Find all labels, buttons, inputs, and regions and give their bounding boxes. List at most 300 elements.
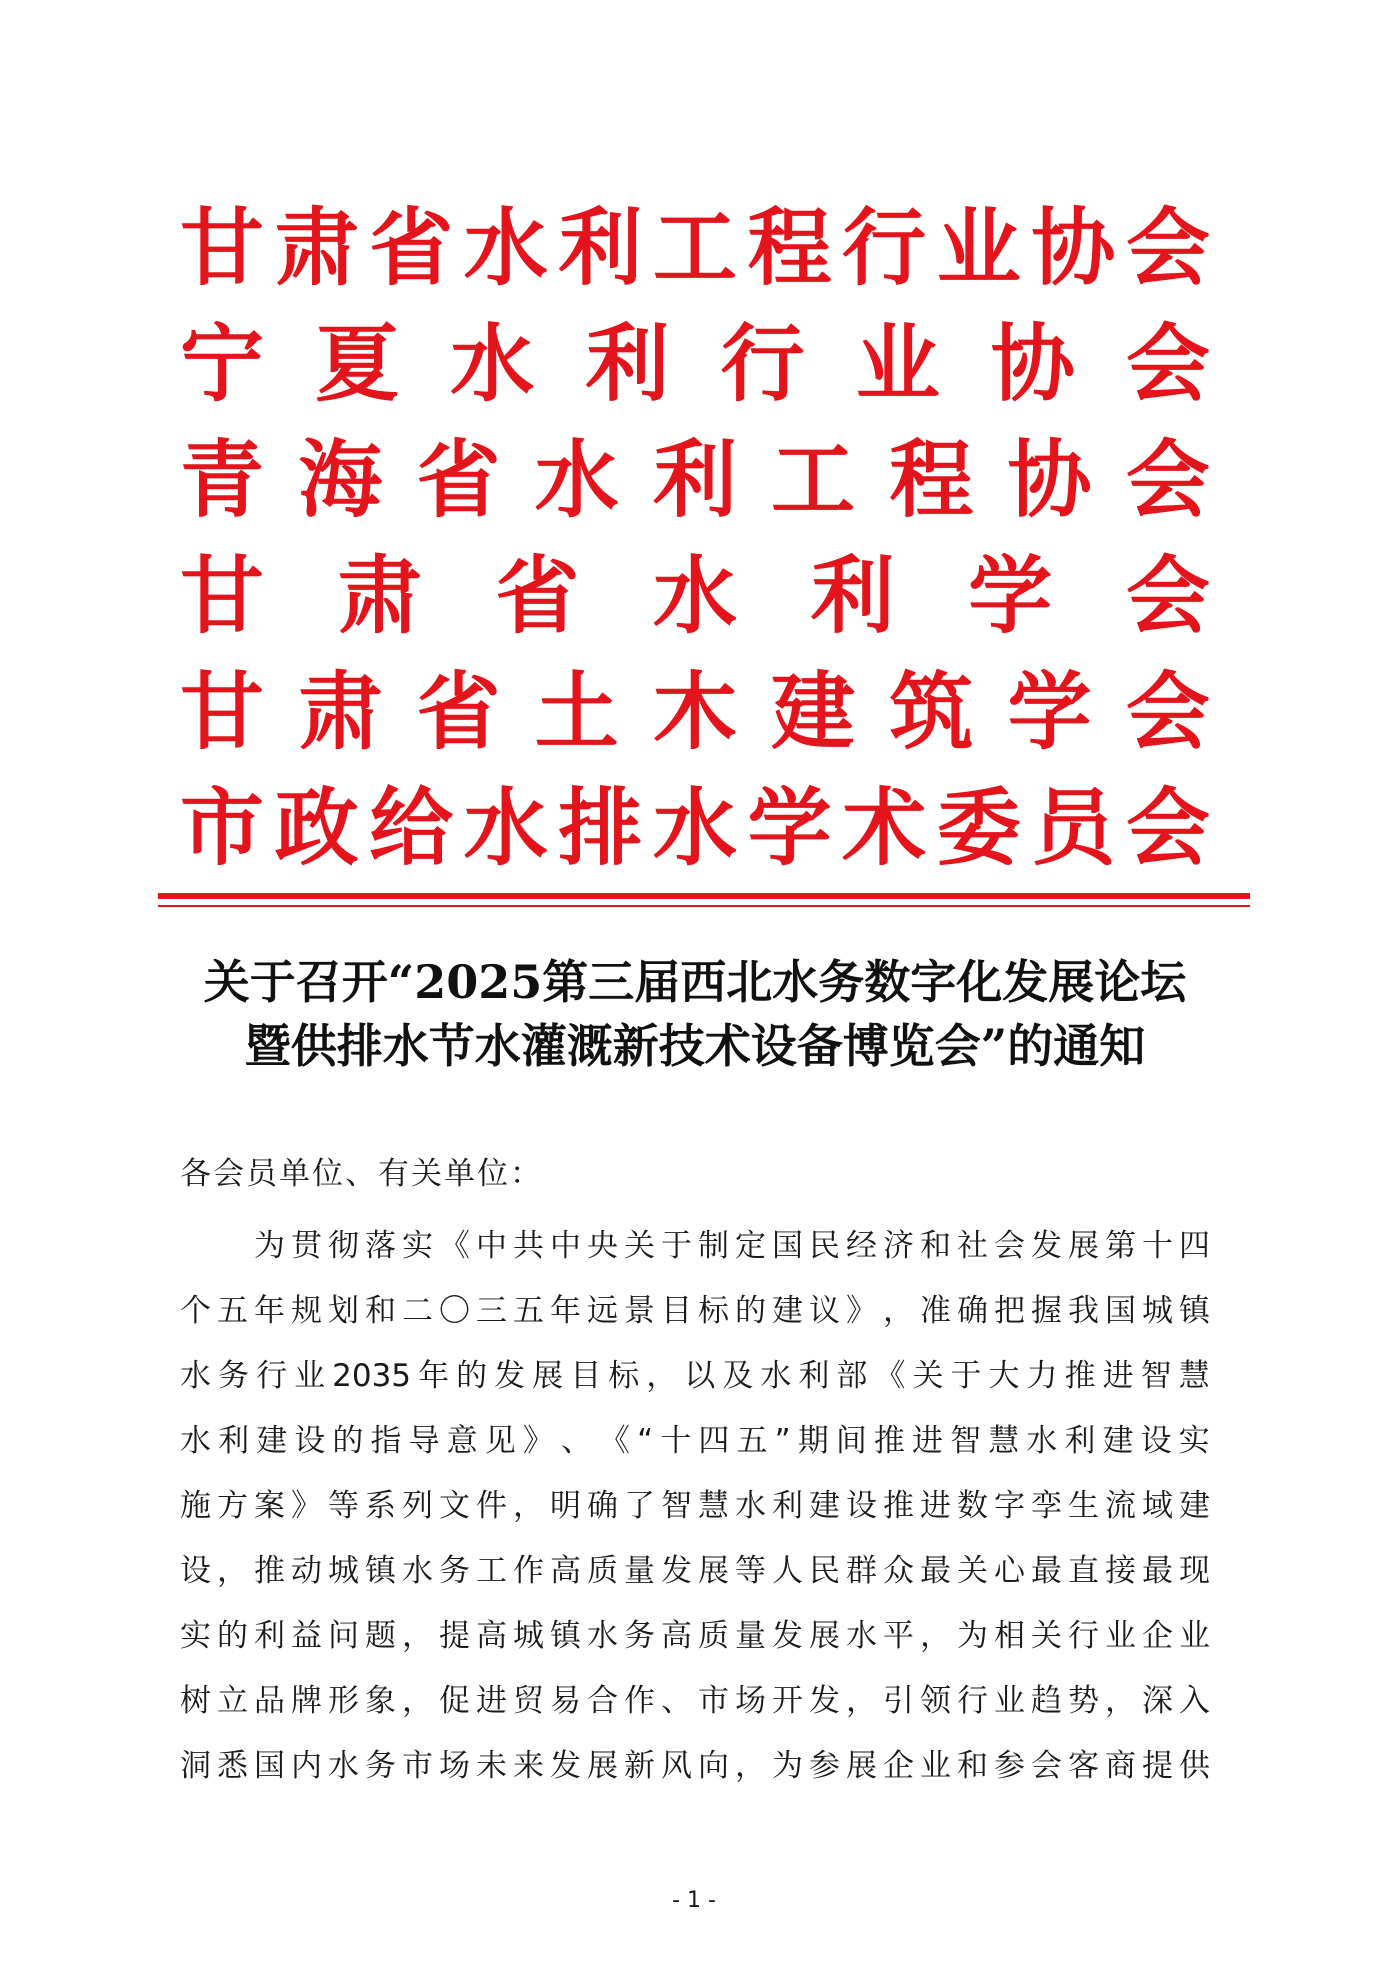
body-char: 动 [291,1553,322,1589]
body-char: ， [920,1618,951,1654]
body-char: 水 [328,1748,359,1784]
body-line [180,1279,1210,1344]
body-char: ， [735,1748,766,1784]
body-char: 势 [1068,1683,1099,1719]
letterhead-char: 省 [495,546,580,645]
body-char: 》 [522,1423,554,1459]
body-line [180,1539,1210,1604]
body-char: 方 [217,1488,248,1524]
body-char: 象 [365,1683,396,1719]
body-char: 水 [587,1618,618,1654]
letterhead-char: 筑 [889,662,974,761]
letterhead-char: 肃 [274,198,359,297]
body-char: 于 [950,1358,982,1394]
body-char: 益 [291,1618,322,1654]
body-char: 建 [1179,1488,1210,1524]
body-char: 树 [180,1683,211,1719]
body-char: 展 [809,1618,840,1654]
body-char: 会 [994,1228,1025,1264]
body-char: 发 [772,1618,803,1654]
body-char: 为 [772,1748,803,1784]
letterhead-char: 业 [855,314,940,413]
body-char: 水 [180,1423,211,1459]
body-char: 未 [476,1748,507,1784]
body-char: 水 [402,1553,433,1589]
body-char: 进 [1102,1358,1134,1394]
letterhead-char: 利 [558,198,643,297]
body-line [180,1474,1210,1539]
letterhead-char: 水 [652,778,737,877]
body-char: 国 [1105,1293,1136,1329]
body-char: 镇 [550,1618,581,1654]
notice-title [160,950,1230,1078]
body-char: 确 [587,1488,618,1524]
body-char: 推 [254,1553,285,1589]
body-char: 社 [957,1228,988,1264]
letterhead-org-line [180,306,1210,422]
body-char: 关 [624,1228,655,1264]
body-char: 实 [1178,1423,1210,1459]
letterhead-divider-thin [158,905,1250,907]
body-char: 等 [735,1553,766,1589]
body-char: 三 [476,1293,507,1329]
body-char: 城 [328,1553,359,1589]
letterhead-char: 协 [1007,430,1092,529]
body-char: 二 [402,1293,433,1329]
body-char: 直 [1068,1553,1099,1589]
body-char: ， [402,1618,433,1654]
body-char: 参 [994,1748,1025,1784]
body-char: 、 [661,1683,692,1719]
body-char: 作 [513,1553,544,1589]
body-char: 会 [1031,1748,1062,1784]
body-char: 发 [550,1748,581,1784]
body-char: ， [883,1293,914,1329]
body-char: 商 [1105,1748,1136,1784]
body-char: 以 [684,1358,716,1394]
letterhead-char: 省 [369,198,454,297]
body-char: 定 [735,1228,766,1264]
letterhead-char: 协 [1031,198,1116,297]
body-char: 准 [920,1293,951,1329]
body-char: 济 [883,1228,914,1264]
body-char: 五 [736,1423,768,1459]
body-char: 大 [988,1358,1020,1394]
body-char: 案 [254,1488,285,1524]
body-char: 智 [661,1488,692,1524]
body-char: 及 [722,1358,754,1394]
body-char: 城 [513,1618,544,1654]
body-char: 发 [661,1553,692,1589]
body-char: 明 [550,1488,581,1524]
salutation: 各会员单位、有关单位： [180,1156,543,1192]
body-char: 开 [772,1683,803,1719]
body-char: 作 [624,1683,655,1719]
body-char: 进 [476,1683,507,1719]
body-char: 议 [809,1293,840,1329]
body-char: 人 [772,1553,803,1589]
letterhead-char: 政 [274,778,359,877]
body-char: 》 [846,1293,877,1329]
body-char: 建 [772,1293,803,1329]
body-char: 水 [735,1488,766,1524]
body-char: 慧 [988,1423,1020,1459]
body-char: 见 [484,1423,516,1459]
body-char: “ [637,1423,654,1459]
body-char: 《 [439,1228,470,1264]
letterhead-char: 协 [990,314,1075,413]
body-char: 数 [957,1488,988,1524]
body-char: 务 [439,1553,470,1589]
body-char: ， [513,1488,544,1524]
letterhead-org-line [180,654,1210,770]
letterhead-char: 业 [936,198,1021,297]
body-char: 的 [456,1358,488,1394]
letterhead-char: 水 [463,198,548,297]
body-char: 件 [476,1488,507,1524]
body-char: 务 [218,1358,250,1394]
body-char: 量 [735,1618,766,1654]
body-char: 心 [994,1553,1025,1589]
body-char: 发 [1031,1228,1062,1264]
body-char: 年 [418,1358,450,1394]
body-char: 市 [402,1748,433,1784]
body-char: 立 [217,1683,248,1719]
letterhead-char: 会 [1125,314,1210,413]
body-char: 利 [254,1618,285,1654]
body-char: 共 [513,1228,544,1264]
body-char: 建 [1102,1423,1134,1459]
body-char: 我 [1068,1293,1099,1329]
body-char: 行 [1068,1618,1099,1654]
body-char: 《 [874,1358,906,1394]
body-char: 年 [254,1293,285,1329]
body-char: 慧 [698,1488,729,1524]
body-char: 五 [513,1293,544,1329]
body-char: 镇 [1179,1293,1210,1329]
letterhead-char: 给 [369,778,454,877]
letterhead-char: 行 [842,198,927,297]
letterhead-char: 肃 [298,662,383,761]
body-char: 关 [912,1358,944,1394]
body-char: 生 [1068,1488,1099,1524]
letterhead-char: 省 [416,430,501,529]
letterhead-char: 省 [416,662,501,761]
body-char: 实 [402,1228,433,1264]
body-char: 间 [835,1423,867,1459]
body-char: ， [646,1358,678,1394]
body-char: 民 [809,1553,840,1589]
letterhead-char: 排 [558,778,643,877]
letterhead-char: 甘 [180,546,265,645]
body-char: 量 [624,1553,655,1589]
letterhead-char: 利 [585,314,670,413]
body-char: 平 [883,1618,914,1654]
body-char: 质 [587,1553,618,1589]
body-char: 、 [560,1423,592,1459]
body-char: 业 [920,1748,951,1784]
letterhead-org-line [180,190,1210,306]
letterhead-org-line [180,770,1210,886]
letterhead-char: 甘 [180,198,265,297]
body-char: ， [217,1553,248,1589]
body-char: 设 [180,1553,211,1589]
body-char: 关 [957,1553,988,1589]
body-char: 众 [883,1553,914,1589]
letterhead-char: 会 [1125,662,1210,761]
body-char: 供 [1179,1748,1210,1784]
body-char: 展 [587,1748,618,1784]
body-line [180,1734,1210,1799]
body-char: 把 [994,1293,1025,1329]
body-char: 展 [1068,1228,1099,1264]
body-char: 为 [957,1618,988,1654]
body-char: 流 [1105,1488,1136,1524]
body-char: 期 [797,1423,829,1459]
body-char: 向 [698,1748,729,1784]
notice-title-line-1: 关于召开“2025第三届西北水务数字化发展论坛 [203,955,1187,1009]
letterhead-char: 夏 [315,314,400,413]
body-line [180,1669,1210,1734]
letterhead-char: 水 [534,430,619,529]
body-char: 和 [957,1748,988,1784]
body-char: 场 [439,1748,470,1784]
letterhead-char: 青 [180,430,265,529]
body-char: 和 [920,1228,951,1264]
body-char: 和 [365,1293,396,1329]
letterhead-char: 水 [450,314,535,413]
body-char: 题 [365,1618,396,1654]
letterhead-char: 会 [1125,778,1210,877]
body-char: 进 [920,1488,951,1524]
body-char: 发 [809,1683,840,1719]
body-char: 四 [1179,1228,1210,1264]
body-char: 城 [1142,1293,1173,1329]
body-char: 中 [550,1228,581,1264]
letterhead-char: 员 [1031,778,1116,877]
body-text [180,1214,1210,1799]
letterhead-char: 工 [652,198,737,297]
body-char: 设 [1140,1423,1172,1459]
body-line [180,1214,1210,1279]
body-char: 接 [1105,1553,1136,1589]
body-char: 利 [1064,1423,1096,1459]
body-char: 远 [587,1293,618,1329]
body-char: 品 [254,1683,285,1719]
body-char: 水 [180,1358,211,1394]
body-char: 意 [446,1423,478,1459]
body-char: 最 [1142,1553,1173,1589]
body-char: 的 [735,1293,766,1329]
body-char: 引 [883,1683,914,1719]
body-char: 展 [698,1553,729,1589]
body-char: 务 [624,1618,655,1654]
body-char: 的 [217,1618,248,1654]
letterhead-char: 木 [652,662,737,761]
letterhead-char: 土 [534,662,619,761]
body-char: 建 [256,1423,288,1459]
body-char: 确 [957,1293,988,1329]
body-char: 展 [532,1358,564,1394]
body-char: 务 [365,1748,396,1784]
body-char: 行 [957,1683,988,1719]
body-char: 利 [772,1488,803,1524]
body-char: 》 [291,1488,322,1524]
body-char: 悉 [217,1748,248,1784]
body-char: ” [774,1423,791,1459]
body-char: 行 [256,1358,288,1394]
body-char: 推 [873,1423,905,1459]
letterhead-char: 利 [652,430,737,529]
body-char: ， [1105,1683,1136,1719]
letterhead-char: 宁 [180,314,265,413]
body-char: 文 [439,1488,470,1524]
body-char: 趋 [1031,1683,1062,1719]
body-char: 水 [846,1618,877,1654]
letterhead-char: 术 [842,778,927,877]
body-char: 工 [476,1553,507,1589]
body-char: 业 [994,1683,1025,1719]
body-char: 镇 [365,1553,396,1589]
body-char: 相 [994,1618,1025,1654]
body-char: 入 [1179,1683,1210,1719]
letterhead-char: 程 [747,198,832,297]
body-char: 牌 [291,1683,322,1719]
letterhead-char: 会 [1125,546,1210,645]
letterhead-char: 海 [298,430,383,529]
body-char: 列 [402,1488,433,1524]
body-char: 经 [846,1228,877,1264]
body-char: 2035 [332,1358,412,1394]
body-char: 进 [912,1423,943,1459]
letterhead-char: 工 [771,430,856,529]
body-char: 高 [476,1618,507,1654]
body-char: 新 [624,1748,655,1784]
body-char: 发 [494,1358,526,1394]
letterhead-char: 程 [889,430,974,529]
body-char: 的 [332,1423,364,1459]
body-char: 为 [254,1228,285,1264]
letterhead-char: 会 [1125,430,1210,529]
body-char: 市 [698,1683,729,1719]
body-char: 提 [439,1618,470,1654]
body-char: 字 [994,1488,1025,1524]
body-char: 域 [1142,1488,1173,1524]
letterhead-char: 学 [1007,662,1092,761]
body-char: 群 [846,1553,877,1589]
body-char: 慧 [1178,1358,1210,1394]
body-char: 质 [698,1618,729,1654]
letterhead-char: 学 [968,546,1053,645]
body-char: 提 [1142,1748,1173,1784]
body-char: 中 [476,1228,507,1264]
body-char: 目 [570,1358,602,1394]
body-char: 等 [328,1488,359,1524]
letterhead-char: 利 [810,546,895,645]
body-char: 四 [698,1423,730,1459]
body-char: 十 [1142,1228,1173,1264]
body-char: 智 [950,1423,982,1459]
body-char: 促 [439,1683,470,1719]
body-char: 最 [1031,1553,1062,1589]
body-char: 国 [254,1748,285,1784]
body-char: ， [402,1683,433,1719]
body-char: 领 [920,1683,951,1719]
body-char: 最 [920,1553,951,1589]
body-char: 民 [809,1228,840,1264]
body-char: 企 [883,1748,914,1784]
body-char: 推 [1064,1358,1096,1394]
body-char: 深 [1142,1683,1173,1719]
body-char: 高 [550,1553,581,1589]
body-char: 彻 [328,1228,359,1264]
body-char: 风 [661,1748,692,1784]
body-char: 年 [550,1293,581,1329]
body-char: 于 [661,1228,692,1264]
letterhead-char: 会 [1125,198,1210,297]
body-char: 握 [1031,1293,1062,1329]
body-char: 划 [328,1293,359,1329]
letterhead-divider-thick [158,893,1250,899]
letterhead-char: 建 [771,662,856,761]
body-char: 问 [328,1618,359,1654]
body-char: 水 [760,1358,792,1394]
body-char: 业 [1179,1618,1210,1654]
letterhead-char: 肃 [337,546,422,645]
body-char: 场 [735,1683,766,1719]
body-char: 孪 [1031,1488,1062,1524]
body-char: 智 [1140,1358,1172,1394]
body-char: 客 [1068,1748,1099,1784]
body-char: 个 [180,1293,211,1329]
body-char: 贸 [513,1683,544,1719]
letterhead [180,190,1210,886]
body-char: 来 [513,1748,544,1784]
letterhead-org-line [180,538,1210,654]
body-char: 推 [883,1488,914,1524]
body-char: 建 [809,1488,840,1524]
notice-title-line-2: 暨供排水节水灌溉新技术设备博览会”的通知 [244,1019,1146,1073]
body-char: 易 [550,1683,581,1719]
body-line [180,1409,1210,1474]
body-char: 系 [365,1488,396,1524]
page-number: - 1 - [672,1888,716,1913]
body-char: 合 [587,1683,618,1719]
body-char: 高 [661,1618,692,1654]
letterhead-char: 水 [463,778,548,877]
body-char: 指 [370,1423,402,1459]
body-char: 水 [1026,1423,1058,1459]
body-char: 形 [328,1683,359,1719]
body-char: 制 [698,1228,729,1264]
body-char: 五 [217,1293,248,1329]
body-char: 规 [291,1293,322,1329]
letterhead-char: 委 [936,778,1021,877]
body-char: 第 [1105,1228,1136,1264]
body-char: 贯 [291,1228,322,1264]
body-char: 〇 [439,1293,470,1329]
body-char: 现 [1179,1553,1210,1589]
body-char: 目 [661,1293,692,1329]
letterhead-char: 水 [652,546,737,645]
body-line [180,1604,1210,1669]
letterhead-char: 市 [180,778,265,877]
body-char: ， [846,1683,877,1719]
body-char: 参 [809,1748,840,1784]
body-char: 标 [608,1358,640,1394]
body-char: 设 [846,1488,877,1524]
body-char: 导 [408,1423,440,1459]
